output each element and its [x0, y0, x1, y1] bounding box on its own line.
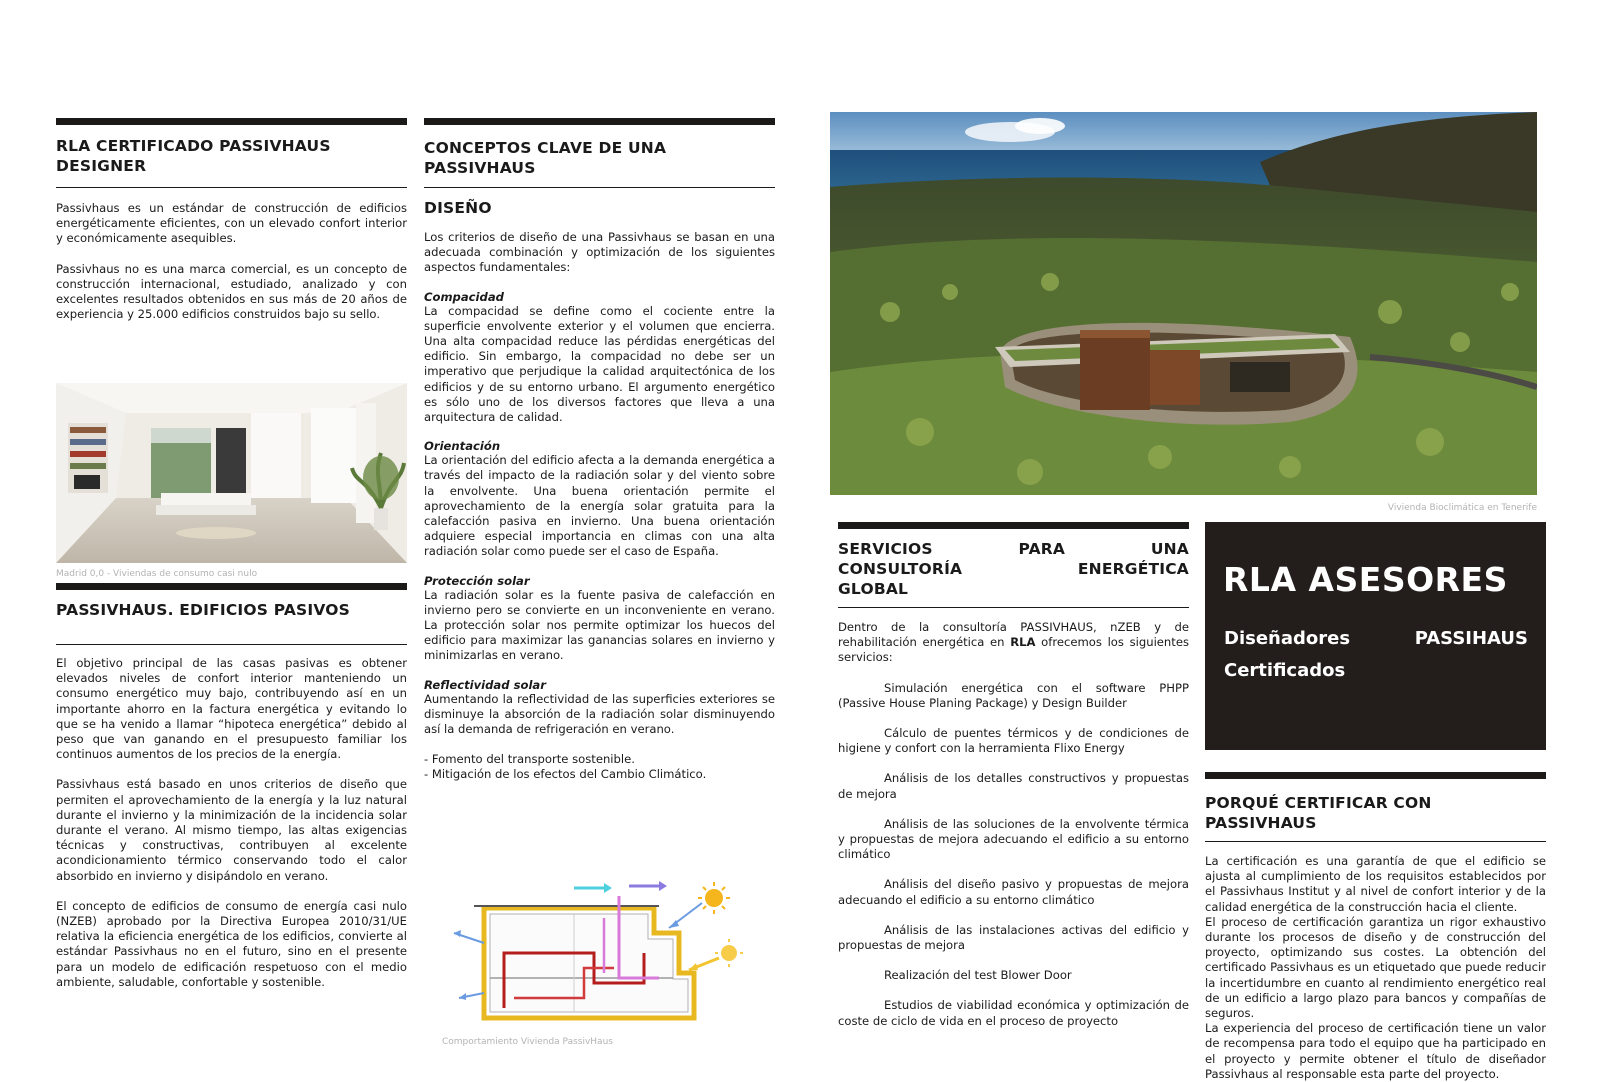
- divider: [424, 187, 775, 188]
- services-intro: [838, 620, 1189, 666]
- box-line-certified: Certificados: [1224, 660, 1346, 681]
- service-item: Análisis de las soluciones de la envolvente térmica y propuestas de mejora adecuando el edificio a su entorno climático: [838, 816, 1189, 862]
- box-line-passihaus: PASSIHAUS: [1414, 628, 1528, 649]
- services-intro-brand: RLA: [1010, 635, 1036, 650]
- service-item: Realización del test Blower Door: [884, 968, 1072, 983]
- diagram-caption: Comportamiento Vivienda PassivHaus: [442, 1037, 613, 1047]
- heading-reflectividad-solar: Reflectividad solar: [424, 677, 546, 692]
- text-reflectividad-solar: Aumentando la reflectividad de las superficies exteriores se disminuye la absorción de la radiación solar disminuyendo así la demanda de refrigeración en verano.: [424, 691, 775, 737]
- heading-compacidad: Compacidad: [424, 289, 504, 304]
- column-why-certify: [1205, 772, 1546, 1082]
- why-paragraph-3: La experiencia del proceso de certificación tiene un valor de recompensa para todo el equipo que ha participado en el proyecto y permite obtener el título de diseñador Passivhaus al responsable esta parte del proyecto.: [1205, 1021, 1546, 1081]
- divider: [56, 187, 407, 188]
- services-intro-text-b: ofrecemos los siguientes servicios:: [838, 635, 1189, 665]
- text-compacidad: La compacidad se define como el cociente entre la superficie envolvente exterior y el volumen que encierra. Una alta compacidad reduce las pérdidas energéticas del edificio. Sin embargo, la compacidad no debe ser un imperativo que perjudique la calidad arquitectónica de los edificios y de su entorno urbano. El argumento energético es sólo uno de los diversos factores que lleva a una arquitectura de calidad.: [424, 303, 775, 425]
- intro-paragraph-1: Passivhaus es un estándar de construcción de edificios energéticamente eficientes, con un elevado confort interior y económicamente asequibles.: [56, 201, 407, 246]
- box-line-designers: Diseñadores: [1224, 628, 1351, 649]
- passivhaus-diagram: [444, 878, 744, 1028]
- section-bar: [1205, 772, 1546, 779]
- pasivos-paragraph-1: El objetivo principal de las casas pasivas es obtener elevados niveles de confort interior manteniendo un consumo energético muy bajo, contribuyendo así en un importante ahorro en la factura energética y evitando lo que se ha venido a llamar “hipoteca energética” debido al peso que van ganando en el presupuesto familiar los continuos aumentos de los precios de la energía.: [56, 656, 407, 762]
- why-paragraph-1: La certificación es una garantía de que el edificio se ajusta al cumplimiento de los requisitos establecidos por el Passivhaus Institut y al nivel de confort interior y de la calidad energética de la construcción hacia el cliente.: [1205, 854, 1546, 914]
- service-item: Cálculo de puentes térmicos y de condiciones de higiene y confort con la herramienta Flixo Energy: [838, 726, 1189, 756]
- landscape-photo: [830, 112, 1537, 495]
- heading-orientacion: Orientación: [424, 439, 501, 454]
- interior-photo-caption: Madrid 0,0 - Viviendas de consumo casi nulo: [56, 569, 258, 579]
- divider: [838, 607, 1189, 608]
- landscape-caption: Vivienda Bioclimática en Tenerife: [1387, 503, 1537, 513]
- column-services: [838, 522, 1189, 1044]
- service-item: Análisis del diseño pasivo y propuestas de mejora adecuando el edificio a su entorno climático: [838, 877, 1189, 907]
- section-title-conceptos: CONCEPTOS CLAVE DE UNA PASSIVHAUS: [424, 139, 667, 177]
- column-middle: [424, 118, 775, 1047]
- pasivos-paragraph-3: El concepto de edificios de consumo de energía casi nulo (NZEB) aprobado por la Directiva Europea 2010/31/UE relativa la eficiencia energética de los edificios, convierte al estándar Passivhaus no en el futuro, sino en el presente para un modelo de edificación respetuoso con el medio ambiente, saludable, confortable y sostenible.: [56, 898, 407, 989]
- text-proteccion-solar: La radiación solar es la fuente pasiva de calefacción en invierno pero se convierte en un inconveniente en verano. La protección solar nos permite optimizar los huecos del edificio para maximizar las ganancias solares en invierno y minimizarlas en verano.: [424, 587, 775, 663]
- section-bar: [56, 118, 407, 125]
- service-item: Análisis de los detalles constructivos y propuestas de mejora: [838, 771, 1189, 801]
- landscape-photo-illustration: [830, 112, 1537, 495]
- section-bar: [838, 522, 1189, 529]
- subtitle-diseno: DISEÑO: [424, 199, 492, 217]
- column-left: [56, 118, 407, 989]
- bullet-cambio-climatico: - Mitigación de los efectos del Cambio Climático.: [424, 767, 707, 782]
- service-item: Simulación energética con el software PHPP (Passive House Planing Package) y Design Builder: [838, 680, 1189, 710]
- divider: [1205, 841, 1546, 842]
- pasivos-paragraph-2: Passivhaus está basado en unos criterios de diseño que permiten el aprovechamiento de la energía y la luz natural durante el invierno y la minimización de la incidencia solar durante el verano. Al mismo tiempo, las altas exigencias técnicas y constructivas, contribuyen al excelente acondicionamiento térmico conservando todo el calor absorbido en invierno y disipándolo en verano.: [56, 777, 407, 883]
- intro-paragraph-2: Passivhaus no es una marca comercial, es un concepto de construcción internacional, estudiado, analizado y con excelentes resultados obtenidos en sus más de 20 años de experiencia y 25.000 edificios construidos bajo su sello.: [56, 261, 407, 322]
- service-item: Estudios de viabilidad económica y optimización de coste de ciclo de vida en el proceso de proyecto: [838, 998, 1189, 1028]
- section-title-porque: PORQUÉ CERTIFICAR CON PASSIVHAUS: [1205, 794, 1432, 832]
- section-title-servicios: SERVICIOS PARA UNA CONSULTORÍA ENERGÉTICA GLOBAL: [838, 540, 1189, 598]
- interior-photo-illustration: [56, 383, 407, 563]
- section-title-pasivos: PASSIVHAUS. EDIFICIOS PASIVOS: [56, 601, 351, 619]
- why-paragraph-2: El proceso de certificación garantiza un rigor exhaustivo durante los procesos de diseño y de construcción del proyecto, optimizando sus costes. La obtención del certificado Passivhaus es un etiquetado que puede reducir la incertidumbre en cuanto al rendimiento energético real de un edificio a largo plazo para bancos y compañías de seguros.: [1205, 914, 1546, 1021]
- service-item: Análisis de las instalaciones activas del edificio y propuestas de mejora: [838, 922, 1189, 953]
- rla-asesores-box: [1205, 522, 1546, 750]
- divider: [56, 644, 407, 645]
- heading-proteccion-solar: Protección solar: [424, 573, 530, 588]
- text-orientacion: La orientación del edificio afecta a la demanda energética a través del impacto de la radiación solar y del viento sobre la envolvente. Una buena orientación permite el aprovechamiento de la energía solar gratuita para la calefacción pasiva en invierno. Una buena orientación adquiere especial importancia en climas con una alta radiación solar como puede ser el caso de España.: [424, 453, 775, 559]
- box-title: RLA ASESORES: [1223, 560, 1508, 599]
- interior-photo: [56, 383, 407, 563]
- section-bar: [424, 118, 775, 125]
- services-intro-text-a: Dentro de la consultoría PASSIVHAUS, nZEB y de rehabilitación energética en: [838, 620, 1189, 650]
- passivhaus-diagram-illustration: [444, 878, 744, 1028]
- section-title-designer: RLA CERTIFICADO PASSIVHAUS DESIGNER: [56, 137, 331, 175]
- bullet-transporte: - Fomento del transporte sostenible.: [424, 752, 635, 767]
- section-bar: [56, 583, 407, 590]
- diseno-intro: Los criterios de diseño de una Passivhaus se basan en una adecuada combinación y optimización de los siguientes aspectos fundamentales:: [424, 230, 775, 275]
